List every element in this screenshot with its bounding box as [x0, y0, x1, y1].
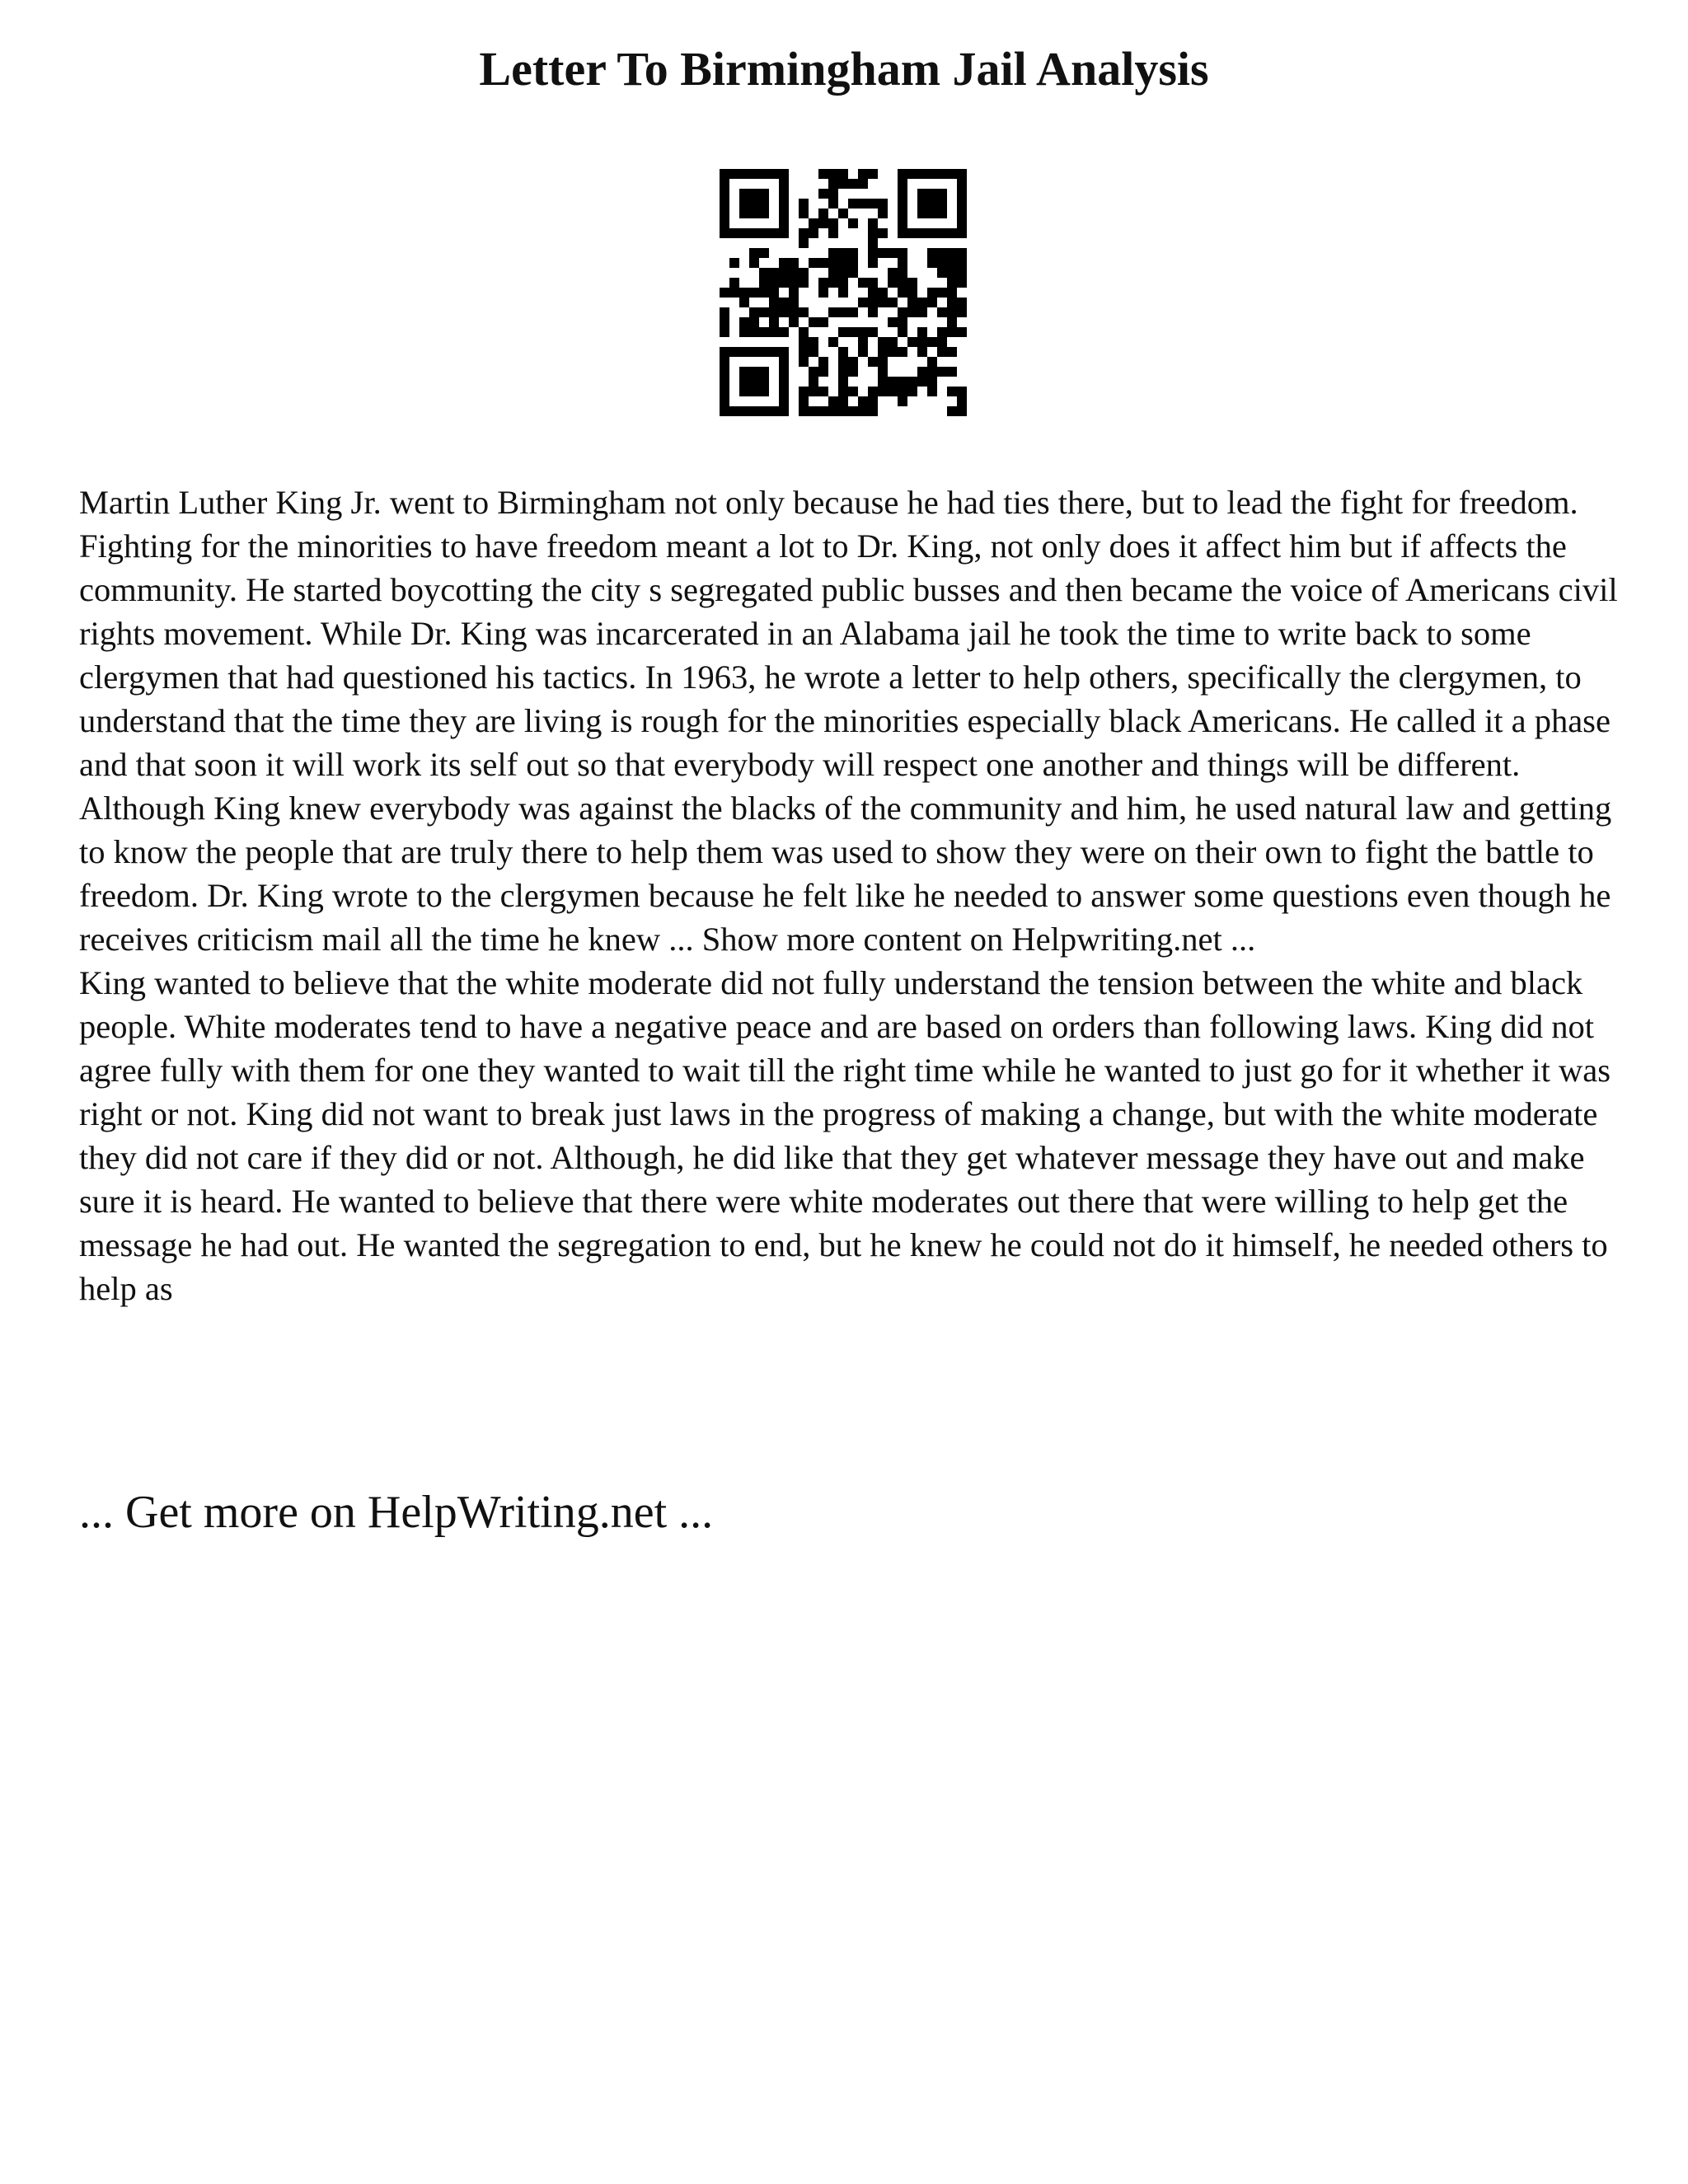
paragraph-2: King wanted to believe that the white moderate did not fully understand the tension between the white and black people. White moderates tend to have a negative peace and are based on orders than following laws. King did not agree fully with them for one they wanted to wait till the right time while he wanted to just go for it whether it was right or not. King did not want to break just laws in the progress of making a change, but with the white moderate they did not care if they did or not. Although, he did like that they get whatever message they have out and make sure it is heard. He wanted to believe that there were white moderates out there that were willing to help get the message he had out. He wanted the segregation to end, but he knew he could not do it himself, he needed others to help as	[79, 964, 1611, 1307]
get-more-link[interactable]: ... Get more on HelpWriting.net ...	[79, 1487, 714, 1538]
document-title: Letter To Birmingham Jail Analysis	[479, 42, 1209, 96]
paragraph-1: Martin Luther King Jr. went to Birmingham not only because he had ties there, but to lead the fight for freedom. Fighting for the minorities to have freedom meant a lot to Dr. King, not only does it affect him but if affects the community. He started boycotting the city s segregated public busses and then became the voice of Americans civil rights movement. While Dr. King was incarcerated in an Alabama jail he took the time to write back to some clergymen that had questioned his tactics. In 1963, he wrote a letter to help others, specifically the clergymen, to understand that the time they are living is rough for the minorities especially black Americans. He called it a phase and that soon it will work its self out so that everybody will respect one another and things will be different. Although King knew everybody was against the blacks of the community and him, he used natural law and getting to know the people that are truly there to help them was used to show they were on their own to fight the battle to freedom. Dr. King wrote to the clergymen because he felt like he needed to answer some questions even though he receives criticism mail all the time he knew ... Show more content on Helpwriting.net ...	[79, 484, 1618, 958]
qr-code-icon	[720, 169, 967, 416]
document-body	[79, 480, 1629, 1310]
